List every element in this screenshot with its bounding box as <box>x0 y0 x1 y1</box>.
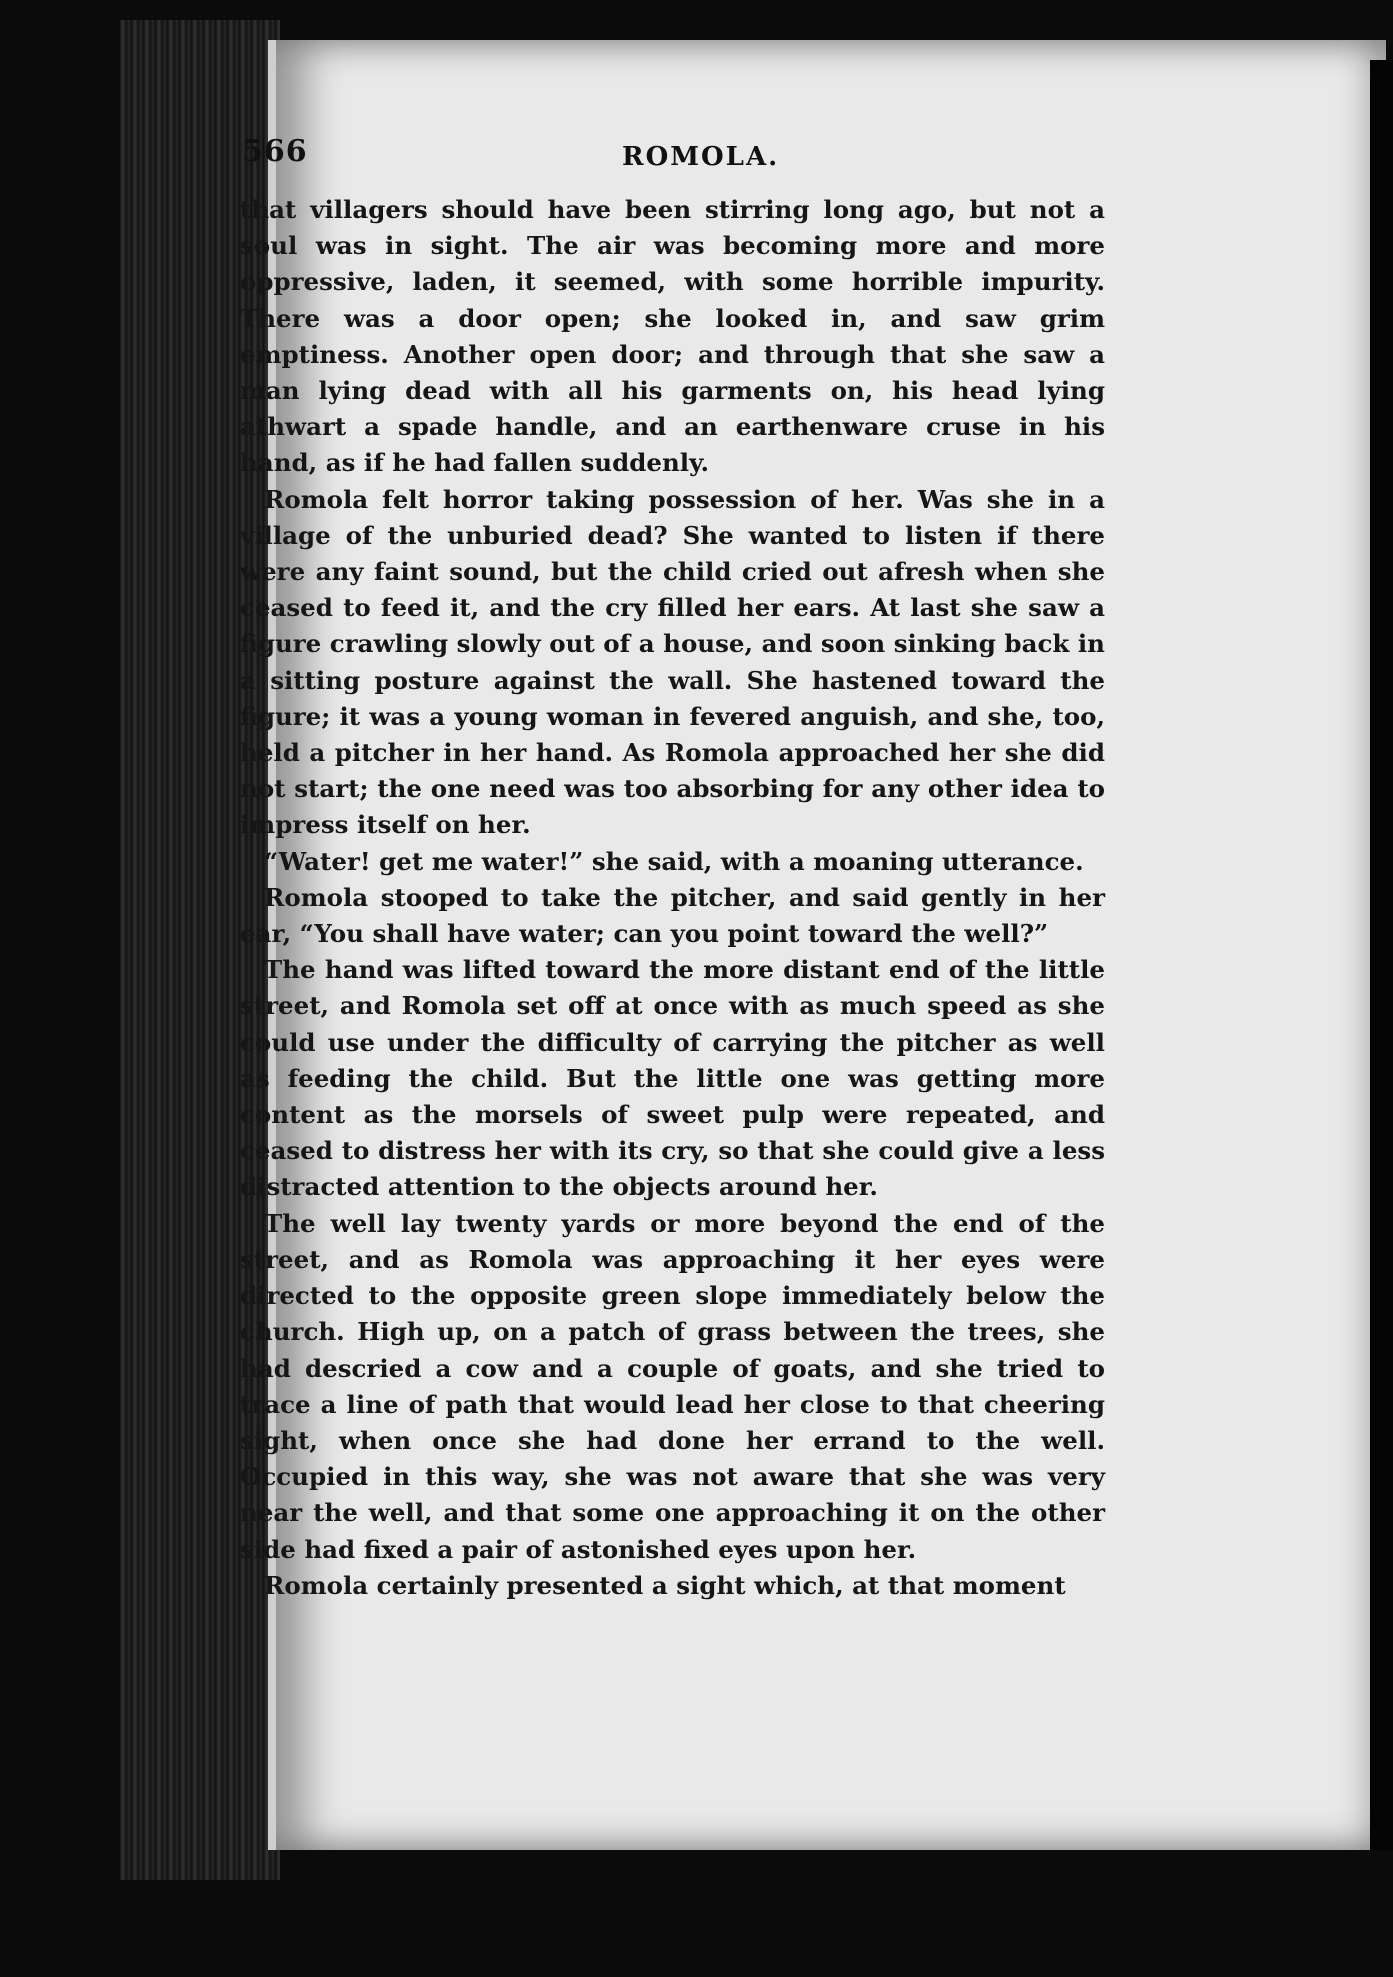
paragraph: that villagers should have been stirring long ago, but not a soul was in sight. The air was becoming more and more oppressive, laden, it seemed, with some horrible impurity. There was a door open; she looked in, and saw grim emptiness. Another open door; and through that she saw a man lying dead with all his garments on, his head lying athwart a spade handle, and an earthenware cruse in his hand, as if he had fallen suddenly. <box>240 195 1105 478</box>
body-text <box>240 192 1105 1604</box>
page-number: 566 <box>242 134 308 169</box>
paragraph: Romola felt horror taking possession of her. Was she in a village of the unburied dead? She wanted to listen if there were any faint sound, but the child cried out afresh when she ceased to feed it, and the cry filled her ears. At last she saw a figure crawling slowly out of a house, and soon sinking back in a sitting posture against the wall. She hastened toward the figure; it was a young woman in fevered anguish, and she, too, held a pitcher in her hand. As Romola approached her she did not start; the one need was too absorbing for any other idea to impress itself on her. <box>240 484 1105 840</box>
running-title: ROMOLA. <box>622 142 780 172</box>
paragraph: Romola certainly presented a sight which, at that moment <box>264 1570 1066 1600</box>
paragraph: The well lay twenty yards or more beyond the end of the street, and as Romola was approaching it her eyes were directed to the opposite green slope immediately below the church. High up, on a patch of grass between the trees, she had descried a cow and a couple of goats, and she tried to trace a line of path that would lead her close to that cheering sight, when once she had done her errand to the well. Occupied in this way, she was not aware that she was very near the well, and that some one approaching it on the other side had fixed a pair of astonished eyes upon her. <box>240 1208 1105 1564</box>
paragraph: “Water! get me water!” she said, with a moaning utterance. <box>264 846 1084 876</box>
paragraph: Romola stooped to take the pitcher, and said gently in her ear, “You shall have water; can you point toward the well?” <box>240 882 1105 949</box>
paragraph: The hand was lifted toward the more distant end of the little street, and Romola set off at once with as much speed as she could use under the difficulty of carrying the pitcher as well as feeding the child. But the little one was getting more content as the morsels of sweet pulp were repeated, and ceased to distress her with its cry, so that she could give a less distracted attention to the objects around her. <box>240 955 1105 1202</box>
page-shadow-edge <box>1370 60 1393 1850</box>
